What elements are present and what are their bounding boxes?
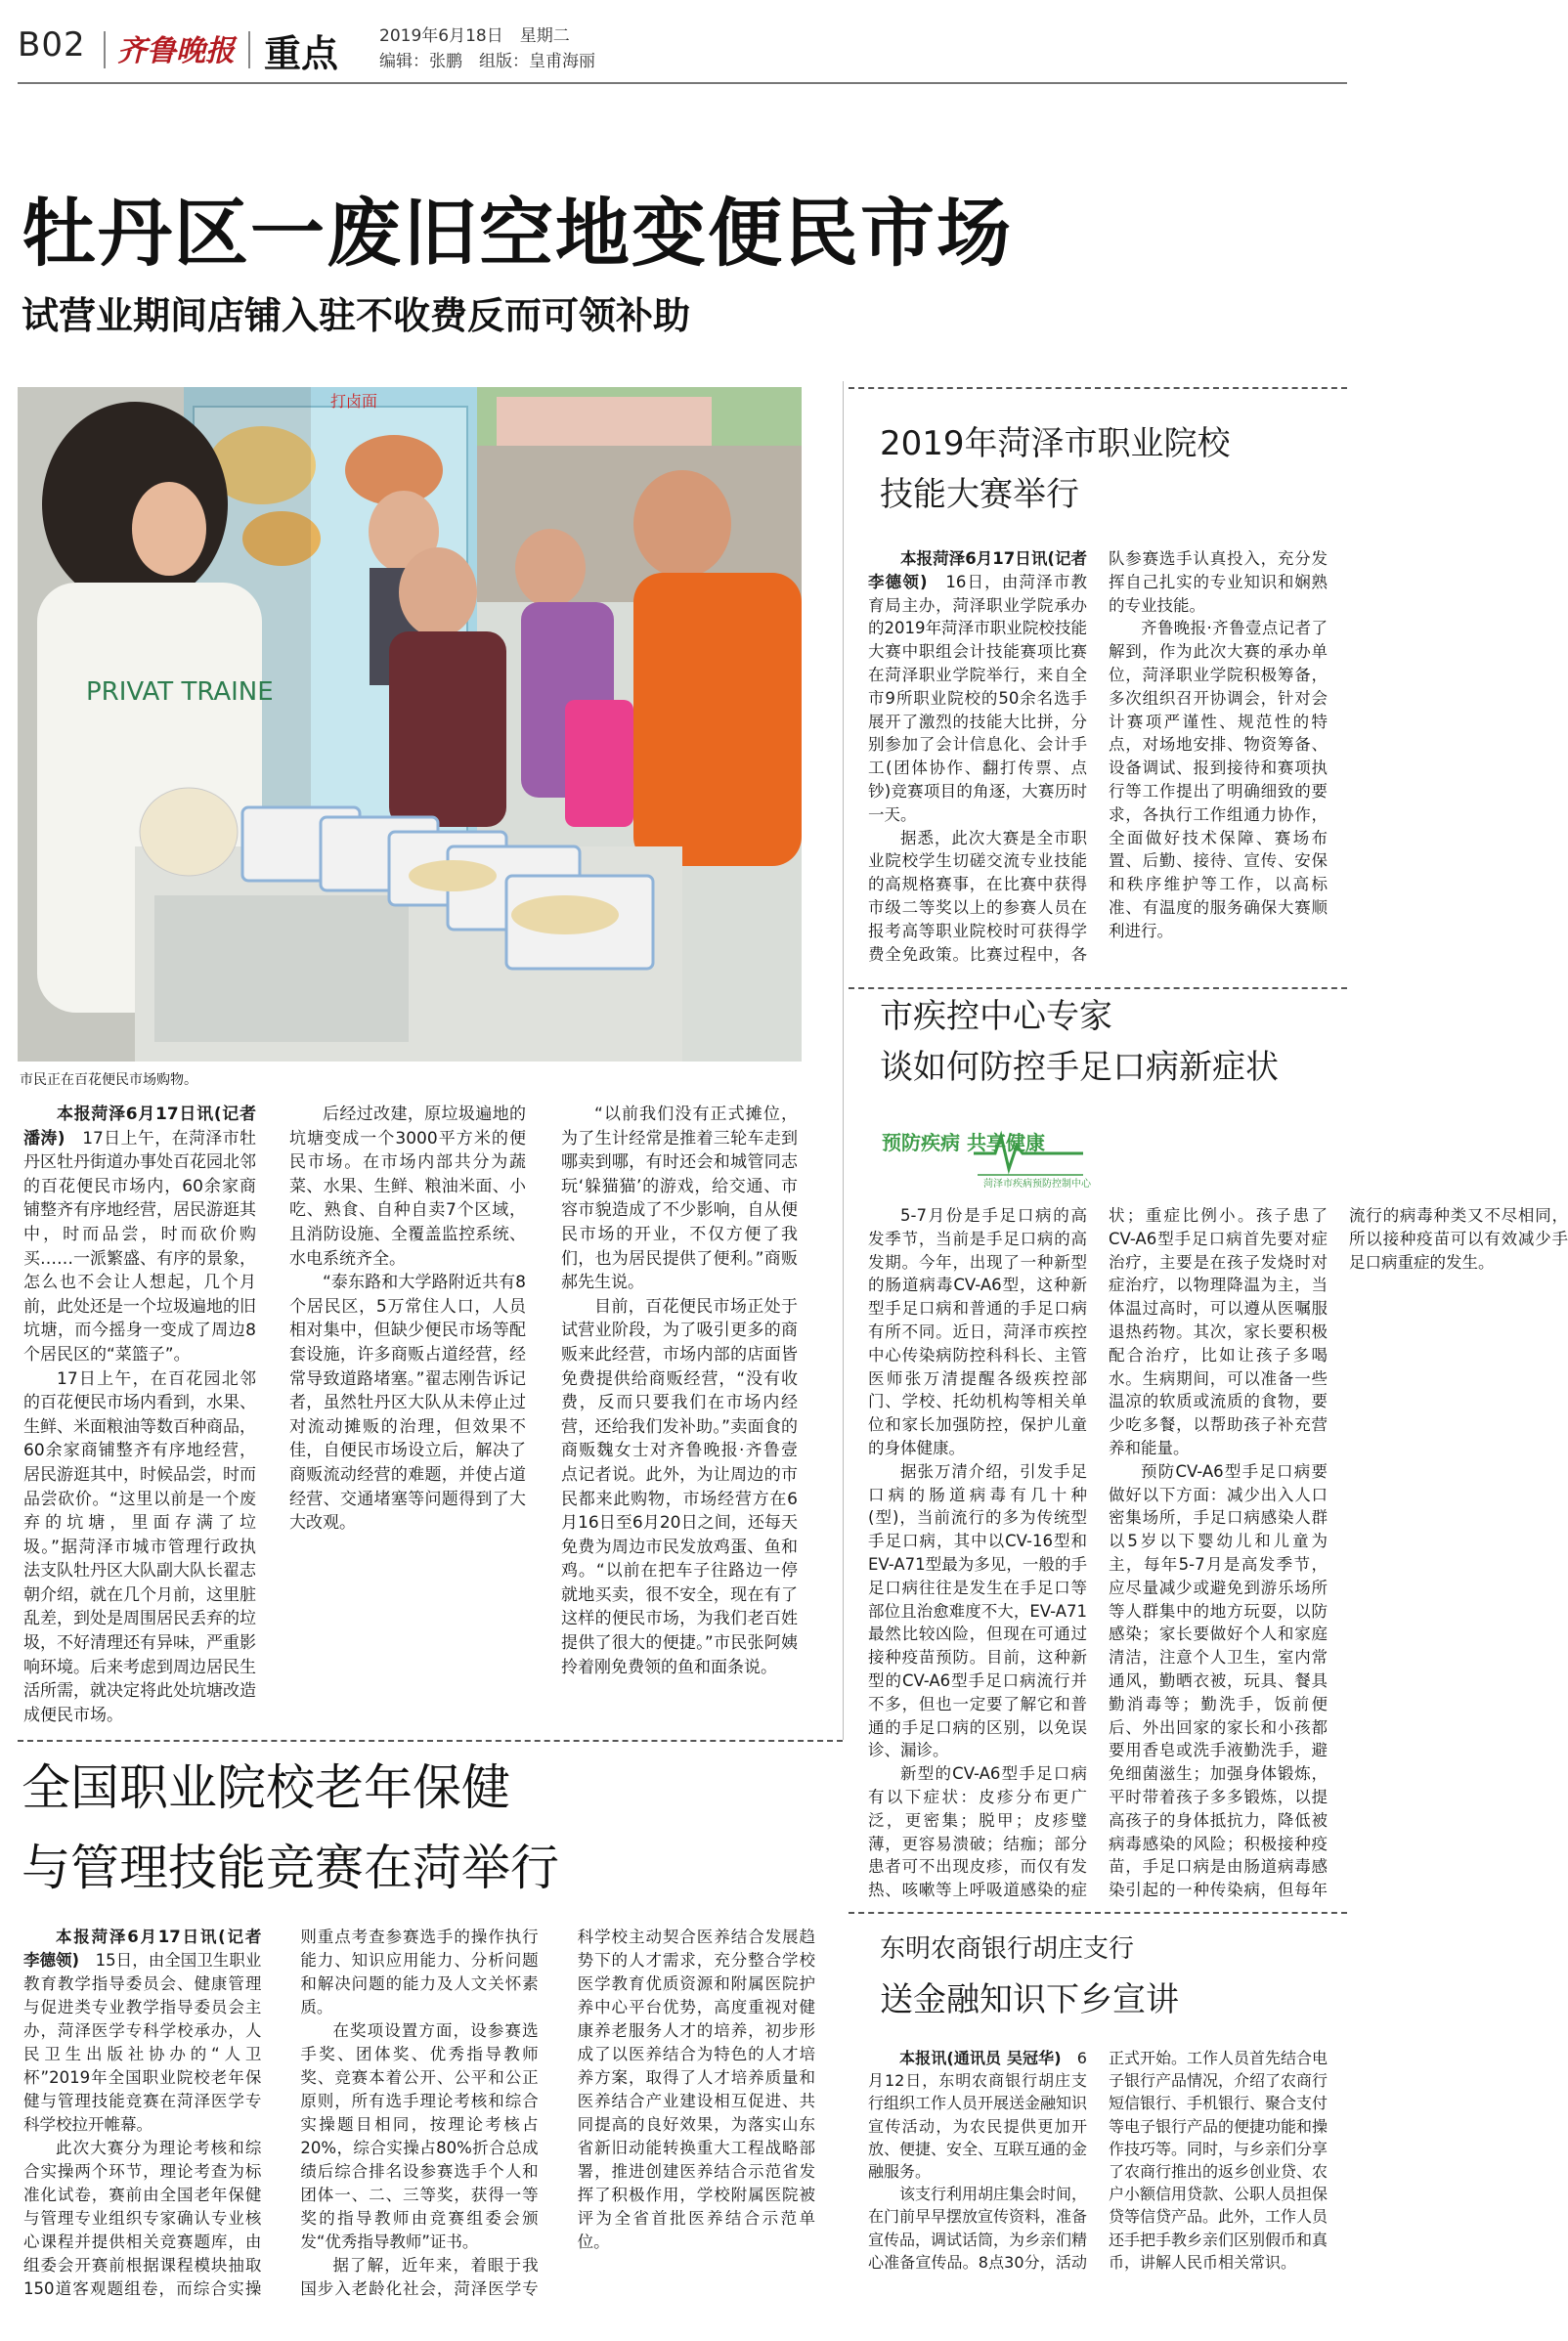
section-rule — [18, 1740, 843, 1742]
story3-body — [868, 1204, 1568, 1908]
header-divider — [104, 31, 106, 68]
market-photo — [18, 387, 802, 1062]
body-paragraph: 17日上午，在菏泽市牡丹区牡丹街道办事处百花园北邻的百花便民市场内，60余家商铺整齐有序地经营，居民游逛其中，时而品尝，时而砍价购买……一派繁盛、有序的景象，怎么也不会让人想起，几个月前，此处还是一个垃圾遍地的旧坑塘，而今摇身一变成了周边8个居民区的“菜篮子”。 — [23, 1128, 257, 1365]
header-divider — [248, 31, 250, 68]
page-code: B02 — [18, 25, 86, 65]
shop-sign-text: 打卤面 — [330, 392, 378, 411]
body-paragraph: 15日，由全国卫生职业教育教学指导委员会、健康管理与促进类专业教学指导委员会主办，菏泽医学专科学校承办，人民卫生出版社协办的“人卫杯”2019年全国职业院校老年保健与管理技能竞赛在菏泽医学专科学校拉开帷幕。 — [23, 1951, 262, 2134]
body-paragraph: 此次大赛分为理论考核和综合实操两个环节，理论考查为标准化试卷，赛前由全国老年保健与管理专业组织专家确认专业核心课程并提供相关竞赛题库，由组委会开赛前根据课程模块抽取150道客观题组卷，而综合实操则重点考查参赛选手的操作执行能力、知识应用能力、分析问题和解决问题的能力及人文关怀素质。 — [23, 1928, 539, 2298]
column-separator — [843, 381, 844, 1740]
photo-caption: 市民正在百花便民市场购物。 — [20, 1072, 197, 1088]
main-story-column-2 — [289, 1103, 526, 1536]
story3-headline — [880, 991, 1279, 1093]
headline-line: 东明农商银行胡庄支行 — [880, 1934, 1135, 1964]
body-paragraph: “泰东路和大学路附近共有8个居民区，5万常住人口，人员相对集中，但缺少便民市场等配套设施，许多商贩占道经营，经常导致道路堵塞。”翟志刚告诉记者，虽然牡丹区大队从未停止过对流动摊贩的治理，但效果不佳，自便民市场设立后，解决了商贩流动经营的难题，并使占道经营、交通堵塞等问题得到了大大改观。 — [289, 1273, 526, 1534]
body-paragraph: 后经过改建，原垃圾遍地的坑塘变成一个3000平方米的便民市场。在市场内部共分为蔬菜、水果、生鲜、粮油米面、小吃、熟食、自种自卖7个区域，且消防设施、全覆盖监控系统、水电系统齐全。 — [289, 1105, 526, 1269]
headline-line: 送金融知识下乡宣讲 — [880, 1980, 1179, 2019]
logo-org: 菏泽市疾病预防控制中心 — [983, 1179, 1091, 1190]
issue-date: 2019年6月18日 星期二 — [379, 26, 570, 46]
headline-line: 市疾控中心专家 — [880, 997, 1112, 1036]
section-rule — [849, 987, 1347, 989]
headline-line: 与管理技能竞赛在菏举行 — [22, 1840, 559, 1896]
body-paragraph: 6月12日，东明农商银行胡庄支行组织工作人员开展送金融知识宣传活动，为农民提供更加开放、便捷、安全、互联互通的金融服务。 — [868, 2049, 1088, 2182]
story2-body — [868, 547, 1328, 979]
body-paragraph: 16日，由菏泽市教育局主办，菏泽职业学院承办的2019年菏泽市职业院校技能大赛中职组会计技能赛项比赛在菏泽职业学院举行，来自全市9所职业院校的50余名选手展开了激烈的技能大比拼，分别参加了会计信息化、会计手工(团体协作、翻打传票、点钞)竞赛项目的角逐，大赛历时一天。 — [868, 572, 1087, 824]
body-paragraph: 在奖项设置方面，设参赛选手奖、团体奖、优秀指导教师奖、竞赛本着公开、公平和公正原则，所有选手理论考核和综合实操题目相同，按理论考核占20%，综合实操占80%折合总成绩后综合排名设参赛选手个人和团体一、二、三等奖，获得一等奖的指导教师由竞赛组委会颁发“优秀指导教师”证书。 — [300, 2021, 539, 2251]
headline-line: 谈如何防控手足口病新症状 — [880, 1048, 1279, 1087]
cdc-logo — [880, 1124, 1091, 1191]
body-paragraph: 新型的CV-A6型手足口病有以下症状：皮疹分布更广泛，更密集；脱甲；皮疹璧薄，更容易溃破；结痂；部分患者可不出现皮疹，而仅有发热、咳嗽等上呼吸道感染的症状；重症比例小。孩子患了CV-A6型手足口病首先要对症治疗，主要是在孩子发烧时对症治疗，以物理降温为主，当体温过高时，可以遵从医嘱服退热药物。其次，家长要积极配合治疗，比如让孩子多喝水。生病期间，可以准备一些温凉的软质或流质的食物，要少吃多餐，以帮助孩子补充营养和能量。 — [868, 1206, 1328, 1900]
story4-body — [23, 1926, 815, 2321]
logo-slogan: 预防疾病 共享健康 — [882, 1131, 1045, 1154]
editors-credit: 编辑：张鹏 组版：皇甫海丽 — [379, 52, 595, 71]
section-rule — [849, 387, 1347, 389]
story2-headline — [880, 418, 1231, 520]
byline: 本报讯(通讯员 吴冠华) — [899, 2049, 1062, 2067]
main-story-column-3 — [561, 1103, 798, 1679]
body-paragraph: 预防CV-A6型手足口病要做好以下方面：减少出入人口密集场所，手足口病感染人群以5岁以下婴幼儿和儿童为主，每年5-7月是高发季节，应尽量减少或避免到游乐场所等人群集中的地方玩耍，以防感染；家长要做好个人和家庭清洁，注意个人卫生，室内常通风，勤晒衣被，玩具、餐具勤消毒等；勤洗手，饭前便后、外出回家的家长和小孩都要用香皂或洗手液勤洗手，避免细菌滋生；加强身体锻炼，平时带着孩子多多锻炼，以提高孩子的身体抵抗力，降低被病毒感染的风险；积极接种疫苗，手足口病是由肠道病毒感染引起的一种传染病，但每年流行的病毒种类又不尽相同，所以接种疫苗可以有效减少手足口病重症的发生。 — [1109, 1206, 1568, 1900]
shirt-print: PRIVAT TRAINE — [86, 677, 274, 707]
body-paragraph: 该支行利用胡庄集会时间，在门前早早摆放宣传资料，准备宣传品，调试话筒，为乡亲们精心准备宣传品。8点30分，活动正式开始。工作人员首先结合电子银行产品情况，介绍了农商行短信银行、手机银行、聚合支付等电子银行产品的便捷功能和操作技巧等。同时，与乡亲们分享了农商行推出的返乡创业贷、农户小额信用贷款、公职人员担保贷等信贷产品。此外，工作人员还手把手教乡亲们区别假币和真币，讲解人民币相关常识。 — [868, 2049, 1328, 2272]
story5-body — [868, 2047, 1328, 2325]
story5-headline — [880, 1924, 1179, 2025]
section-name: 重点 — [264, 32, 339, 75]
body-paragraph: 据悉，此次大赛是全市职业院校学生切磋交流专业技能的高规格赛事，在比赛中获得市级二等奖以上的参赛人员在报考高等职业院校时可获得学费全免政策。比赛过程中，各队参赛选手认真投入，充分发挥自己扎实的专业知识和娴熟的专业技能。 — [868, 549, 1328, 964]
section-rule — [849, 1912, 1347, 1914]
body-paragraph: 据了解，近年来，着眼于我国步入老龄化社会，菏泽医学专科学校主动契合医养结合发展趋势下的人才需求，充分整合学校医学教育优质资源和附属医院护养中心平台优势，高度重视对健康养老服务人才的培养，初步形成了以医养结合为特色的人才培养方案，取得了人才培养质量和医养结合产业建设相互促进、共同提高的良好效果，为落实山东省新旧动能转换重大工程战略部署，推进创建医养结合示范省发挥了积极作用，学校附属医院被评为全省首批医养结合示范单位。 — [300, 1928, 815, 2298]
byline: 本报菏泽6月17日讯(记者 李德领) — [23, 1928, 262, 1970]
byline: 本报菏泽6月17日讯(记者 李德领) — [868, 549, 1087, 591]
main-subheadline: 试营业期间店铺入驻不收费反而可领补助 — [22, 294, 691, 337]
newspaper-logo: 齐鲁晚报 — [117, 34, 235, 68]
main-story-column-1 — [23, 1103, 256, 1727]
body-paragraph: 5-7月份是手足口病的高发季节，当前是手足口病的高发期。今年，出现了一种新型的肠道病毒CV-A6型，这种新型手足口病和普通的手足口病有所不同。近日，菏泽市疾控中心传染病防控科科长、主管医师张万清提醒各级疾控部门、学校、托幼机构等相关单位和家长加强防控，保护儿童的身体健康。 — [868, 1206, 1087, 1457]
body-paragraph: 齐鲁晚报·齐鲁壹点记者了解到，作为此次大赛的承办单位，菏泽职业学院积极筹备，多次组织召开协调会，针对会计赛项严谨性、规范性的特点，对场地安排、物资筹备、设备调试、报到接待和赛项执行等工作提出了明确细致的要求，各执行工作组通力协作，全面做好技术保障、赛场布置、后勤、接待、宣传、安保和秩序维护等工作，以高标准、有温度的服务确保大赛顺利进行。 — [1109, 619, 1328, 940]
header-rule — [18, 82, 1347, 84]
story4-headline — [22, 1748, 559, 1908]
byline: 本报菏泽6月17日讯(记者 潘涛) — [23, 1105, 256, 1149]
headline-line: 技能大赛举行 — [880, 475, 1079, 514]
headline-line: 全国职业院校老年保健 — [22, 1759, 510, 1816]
body-paragraph: 目前，百花便民市场正处于试营业阶段，为了吸引更多的商贩来此经营，市场内部的店面皆免费提供给商贩经营，“没有收费，反而只要我们在市场内经营，还给我们发补助。”卖面食的商贩魏女士对齐鲁晚报·齐鲁壹点记者说。此外，为让周边的市民都来此购物，市场经营方在6月16日至6月20日之间，还每天免费为周边市民发放鸡蛋、鱼和鸡。“以前在把车子往路边一停就地买卖，很不安全，现在有了这样的便民市场，为我们老百姓提供了很大的便捷。”市民张阿姨拎着刚免费领的鱼和面条说。 — [561, 1296, 798, 1677]
page-header — [18, 18, 1347, 76]
market-photo-illustration — [18, 387, 802, 1062]
headline-line: 2019年菏泽市职业院校 — [880, 424, 1231, 463]
body-paragraph: “以前我们没有正式摊位，为了生计经常是推着三轮车走到哪卖到哪，有时还会和城管同志玩‘躲猫猫’的游戏，给交通、市容市貌造成了不少影响，自从便民市场的开业，不仅方便了我们，也为居民提供了便利。”商贩郝先生说。 — [561, 1105, 798, 1293]
body-paragraph: 据张万清介绍，引发手足口病的肠道病毒有几十种(型)，当前流行的多为传统型手足口病，其中以CV-16型和EV-A71型最为多见，一般的手足口病往往是发生在手足口等部位且治愈难度不大，EV-A71最然比较凶险，但现在可通过接种疫苗预防。目前，这种新型的CV-A6型手足口病流行并不多，但也一定要了解它和普通的手足口病的区别，以免误诊、漏诊。 — [868, 1461, 1087, 1760]
cdc-logo-graphic — [880, 1124, 1091, 1191]
body-paragraph: 17日上午，在百花园北邻的百花便民市场内看到，水果、生鲜、米面粮油等数百种商品，60余家商铺整齐有序地经营，居民游逛其中，时候品尝，时而品尝砍价。“这里以前是一个废弃的坑塘，里面存满了垃圾。”据菏泽市城市管理行政执法支队牡丹区大队副大队长翟志朝介绍，就在几个月前，这里脏乱差，到处是周围居民丢弃的垃圾，不好清理还有异味，严重影响环境。后来考虑到周边居民生活所需，就决定将此处坑塘改造成便民市场。 — [23, 1368, 256, 1725]
main-headline: 牡丹区一废旧空地变便民市场 — [22, 190, 1013, 277]
